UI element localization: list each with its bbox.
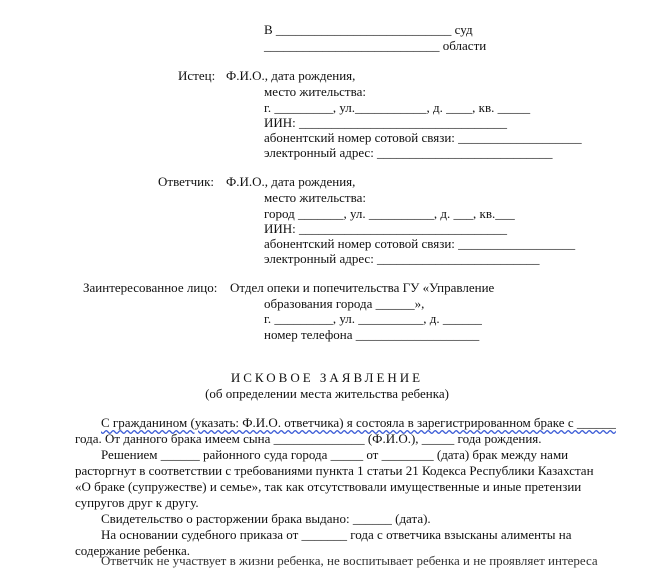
plaintiff-phone: абонентский номер сотовой связи: ___________________ <box>264 130 582 145</box>
plaintiff-address: г. _________, ул.___________, д. ____, кв. _____ <box>264 100 531 115</box>
body-p5-partial: Ответчик не участвует в жизни ребенка, не воспитывает ребенка и не проявляет интереса <box>101 553 598 568</box>
document-subtitle: (об определении места жительства ребенка) <box>205 386 449 401</box>
document-title: ИСКОВОЕ ЗАЯВЛЕНИЕ <box>230 370 424 385</box>
interested-label: Заинтересованное лицо: <box>83 280 218 295</box>
body-p1-line1: С гражданином (указать: Ф.И.О. ответчика) я состояла в зарегистрированном браке с ______ <box>101 415 616 430</box>
plaintiff-name-dob: Ф.И.О., дата рождения, <box>226 68 356 83</box>
body-p4-line2: содержание ребенка. <box>75 543 191 558</box>
plaintiff-iin: ИИН: ________________________________ <box>264 115 508 130</box>
defendant-label: Ответчик: <box>158 174 215 189</box>
plaintiff-email: электронный адрес: ___________________________ <box>264 145 553 160</box>
defendant-address: город _______, ул. __________, д. ___, кв.___ <box>264 206 515 221</box>
defendant-name-dob: Ф.И.О., дата рождения, <box>226 174 356 189</box>
defendant-email: электронный адрес: _________________________ <box>264 251 540 266</box>
region-line: ___________________________ области <box>264 38 487 53</box>
body-p2-line4: супругов друг к другу. <box>75 495 199 510</box>
court-line: В ___________________________ суд <box>264 22 473 37</box>
interested-line2: образования города ______», <box>264 296 425 311</box>
interested-line3: г. _________, ул. __________, д. ______ <box>264 311 482 326</box>
interested-line1: Отдел опеки и попечительства ГУ «Управление <box>230 280 495 295</box>
interested-line4: номер телефона ___________________ <box>264 327 480 342</box>
plaintiff-label: Истец: <box>178 68 216 83</box>
body-p2-line1: Решением ______ районного суда города _____ от ________ (дата) брак между нами <box>101 447 569 462</box>
body-p3: Свидетельство о расторжении брака выдано: ______ (дата). <box>101 511 431 526</box>
body-p2-line3: «О браке (супружестве) и семье», так как отсутствовали имущественные и иные претензии <box>75 479 582 494</box>
plaintiff-residence: место жительства: <box>264 84 366 99</box>
body-p4-line1: На основании судебного приказа от _______ года с ответчика взысканы алименты на <box>101 527 572 542</box>
body-p1-line2: года. От данного брака имеем сына ______________ (Ф.И.О.), _____ года рождения. <box>75 431 542 446</box>
defendant-phone: абонентский номер сотовой связи: __________________ <box>264 236 576 251</box>
defendant-iin: ИИН: ________________________________ <box>264 221 508 236</box>
body-p2-line2: расторгнут в соответствии с требованиями пункта 1 статьи 21 Кодекса Республики Казахстан <box>75 463 594 478</box>
defendant-residence: место жительства: <box>264 190 366 205</box>
